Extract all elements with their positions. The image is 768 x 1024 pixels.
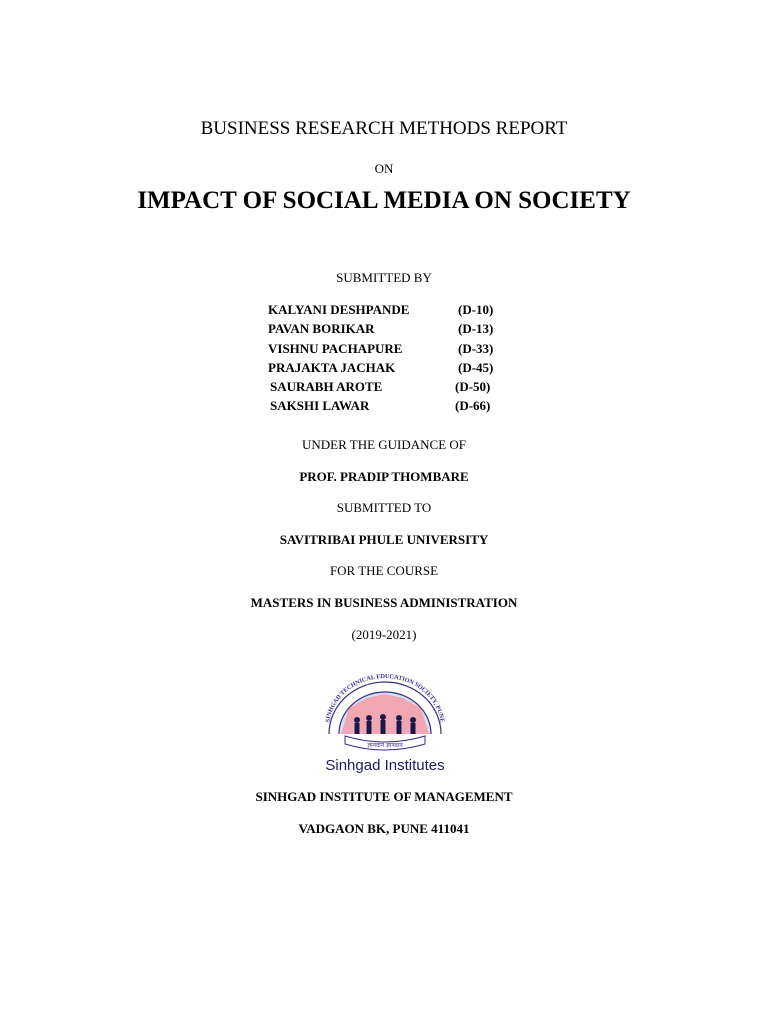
member-roll: (D-66) [455, 398, 491, 414]
member-name: PAVAN BORIKAR [268, 321, 375, 337]
logo-motto: ज्ञानदान ज्ञानदान [367, 742, 403, 749]
member-name: SAURABH AROTE [270, 379, 383, 395]
guidance-label: UNDER THE GUIDANCE OF [301, 437, 467, 452]
member-roll: (D-50) [455, 379, 491, 395]
course-label: FOR THE COURSE [329, 563, 439, 578]
member-name: PRAJAKTA JACHAK [268, 359, 396, 375]
university-name: SAVITRIBAI PHULE UNIVERSITY [279, 532, 489, 547]
course-name: MASTERS IN BUSINESS ADMINISTRATION [250, 595, 518, 610]
report-title: IMPACT OF SOCIAL MEDIA ON SOCIETY [137, 187, 631, 214]
member-row [268, 398, 528, 417]
member-row [268, 302, 528, 321]
guide-name: PROF. PRADIP THOMBARE [299, 469, 469, 484]
course-years: (2019-2021) [351, 627, 417, 642]
member-row [268, 379, 528, 398]
member-row [268, 341, 528, 360]
member-name: KALYANI DESHPANDE [268, 302, 410, 317]
member-row [268, 360, 528, 379]
logo-arc-text: SINHGAD TECHNICAL EDUCATION SOCIETY, PUNE [324, 672, 446, 723]
report-type: BUSINESS RESEARCH METHODS REPORT [200, 118, 568, 139]
sinhgad-logo [305, 668, 465, 778]
submitted-by-label: SUBMITTED BY [336, 270, 432, 285]
institute-address: VADGAON BK, PUNE 411041 [298, 821, 470, 836]
on-label: ON [374, 161, 394, 176]
member-roll: (D-45) [458, 359, 494, 375]
institute-name: SINHGAD INSTITUTE OF MANAGEMENT [255, 789, 513, 804]
member-row [268, 321, 528, 340]
member-name: SAKSHI LAWAR [270, 398, 370, 414]
member-name: VISHNU PACHAPURE [268, 340, 403, 356]
member-roll: (D-33) [458, 340, 494, 356]
member-roll: (D-13) [458, 321, 494, 337]
logo-brand-text: Sinhgad Institutes [325, 757, 445, 774]
member-roll: (D-10) [458, 302, 494, 317]
member-list [268, 302, 528, 418]
submitted-to-label: SUBMITTED TO [336, 500, 432, 515]
